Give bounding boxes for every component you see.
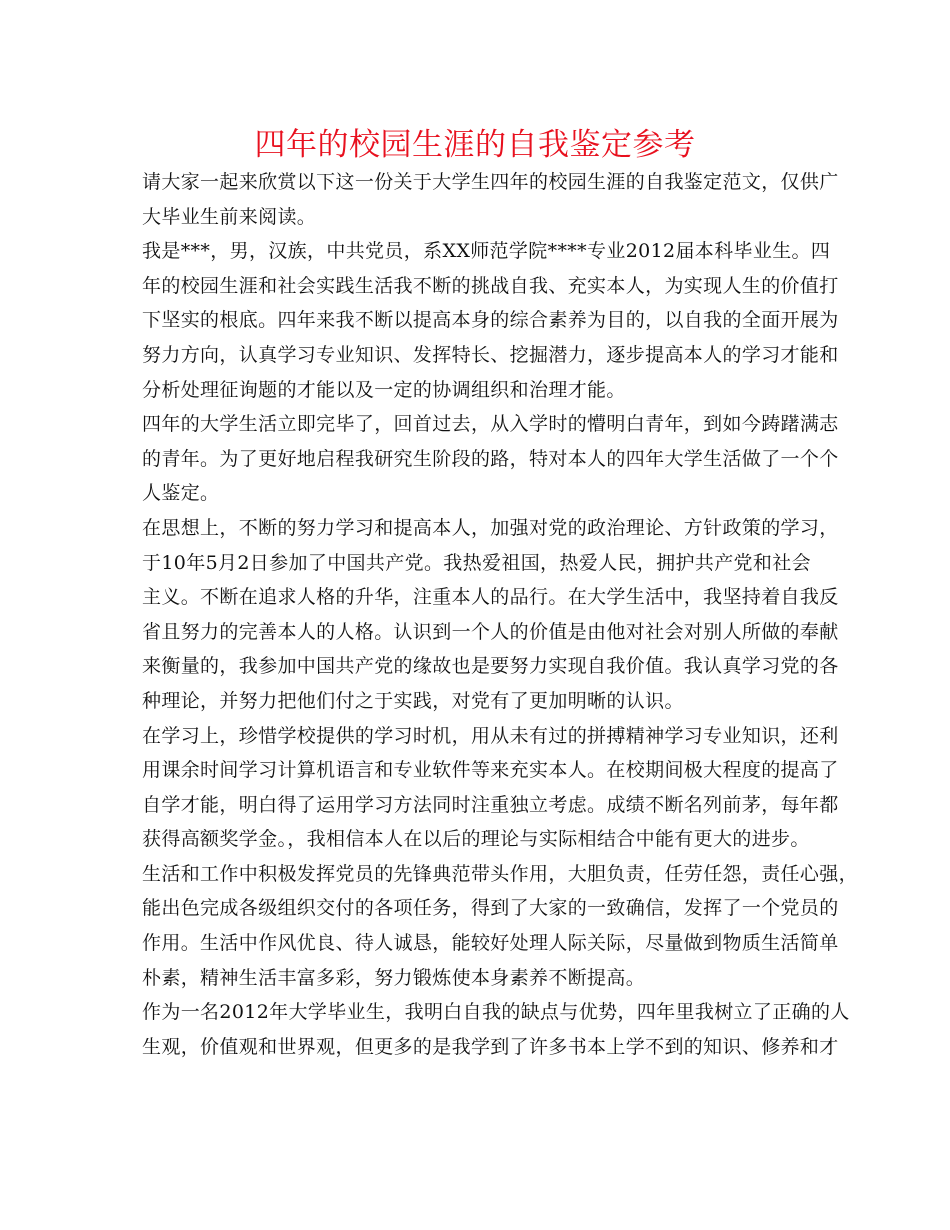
body-line: 自学才能，明白得了运用学习方法同时注重独立考虑。成绩不断名列前茅，每年都 [142, 793, 839, 816]
body-line: 朴素，精神生活丰富多彩，努力锻炼使本身素养不断提高。 [142, 966, 646, 989]
body-line: 生活和工作中积极发挥党员的先锋典范带头作用，大胆负责，任劳任怨，责任心强， [142, 862, 858, 885]
body-line: 的青年。为了更好地启程我研究生阶段的路，特对本人的四年大学生活做了一个个 [142, 447, 839, 470]
body-line: 获得高额奖学金。，我相信本人在以后的理论与实际相结合中能有更大的进步。 [142, 828, 810, 851]
body-line: 我是***，男，汉族，中共党员，系XX师范学院****专业2012届本科毕业生。四 [142, 240, 831, 263]
body-line: 能出色完成各级组织交付的各项任务，得到了大家的一致确信，发挥了一个党员的 [142, 897, 839, 920]
body-line: 努力方向，认真学习专业知识、发挥特长、挖掘潜力，逐步提高本人的学习才能和 [142, 343, 839, 366]
body-line: 在思想上，不断的努力学习和提高本人，加强对党的政治理论、方针政策的学习， [142, 516, 839, 539]
body-line: 分析处理征询题的才能以及一定的协调组织和治理才能。 [142, 378, 626, 401]
body-line: 用课余时间学习计算机语言和专业软件等来充实本人。在校期间极大程度的提高了 [142, 759, 839, 782]
body-line: 请大家一起来欣赏以下这一份关于大学生四年的校园生涯的自我鉴定范文，仅供广 [142, 171, 839, 193]
body-line: 作为一名2012年大学毕业生，我明白自我的缺点与优势，四年里我树立了正确的人 [142, 1001, 850, 1024]
body-line: 四年的大学生活立即完毕了，回首过去，从入学时的懵明白青年，到如今踌躇满志 [142, 413, 839, 436]
body-line: 作用。生活中作风优良、待人诚恳，能较好处理人际关际，尽量做到物质生活简单 [142, 932, 839, 955]
body-line: 省且努力的完善本人的人格。认识到一个人的价值是由他对社会对别人所做的奉献 [142, 620, 839, 643]
body-line: 种理论，并努力把他们付之于实践，对党有了更加明晰的认识。 [142, 689, 684, 712]
body-line: 生观，价值观和世界观，但更多的是我学到了许多书本上学不到的知识、修养和才 [142, 1035, 839, 1058]
body-line: 下坚实的根底。四年来我不断以提高本身的综合素养为目的，以自我的全面开展为 [142, 309, 839, 332]
body-line: 人鉴定。 [142, 482, 220, 505]
document-body [142, 165, 858, 1064]
body-line: 大毕业生前来阅读。 [142, 205, 317, 228]
body-line: 来衡量的，我参加中国共产党的缘故也是要努力实现自我价值。我认真学习党的各 [142, 655, 839, 678]
body-line: 主义。不断在追求人格的升华，注重本人的品行。在大学生活中，我坚持着自我反 [142, 586, 839, 609]
body-line: 在学习上，珍惜学校提供的学习时机，用从未有过的拼搏精神学习专业知识，还利 [142, 724, 839, 747]
document-title: 四年的校园生涯的自我鉴定参考 [254, 127, 696, 163]
body-line: 年的校园生涯和社会实践生活我不断的挑战自我、充实本人，为实现人生的价值打 [142, 274, 839, 297]
body-line: 于10年5月2日参加了中国共产党。我热爱祖国，热爱人民，拥护共产党和社会 [142, 551, 811, 574]
